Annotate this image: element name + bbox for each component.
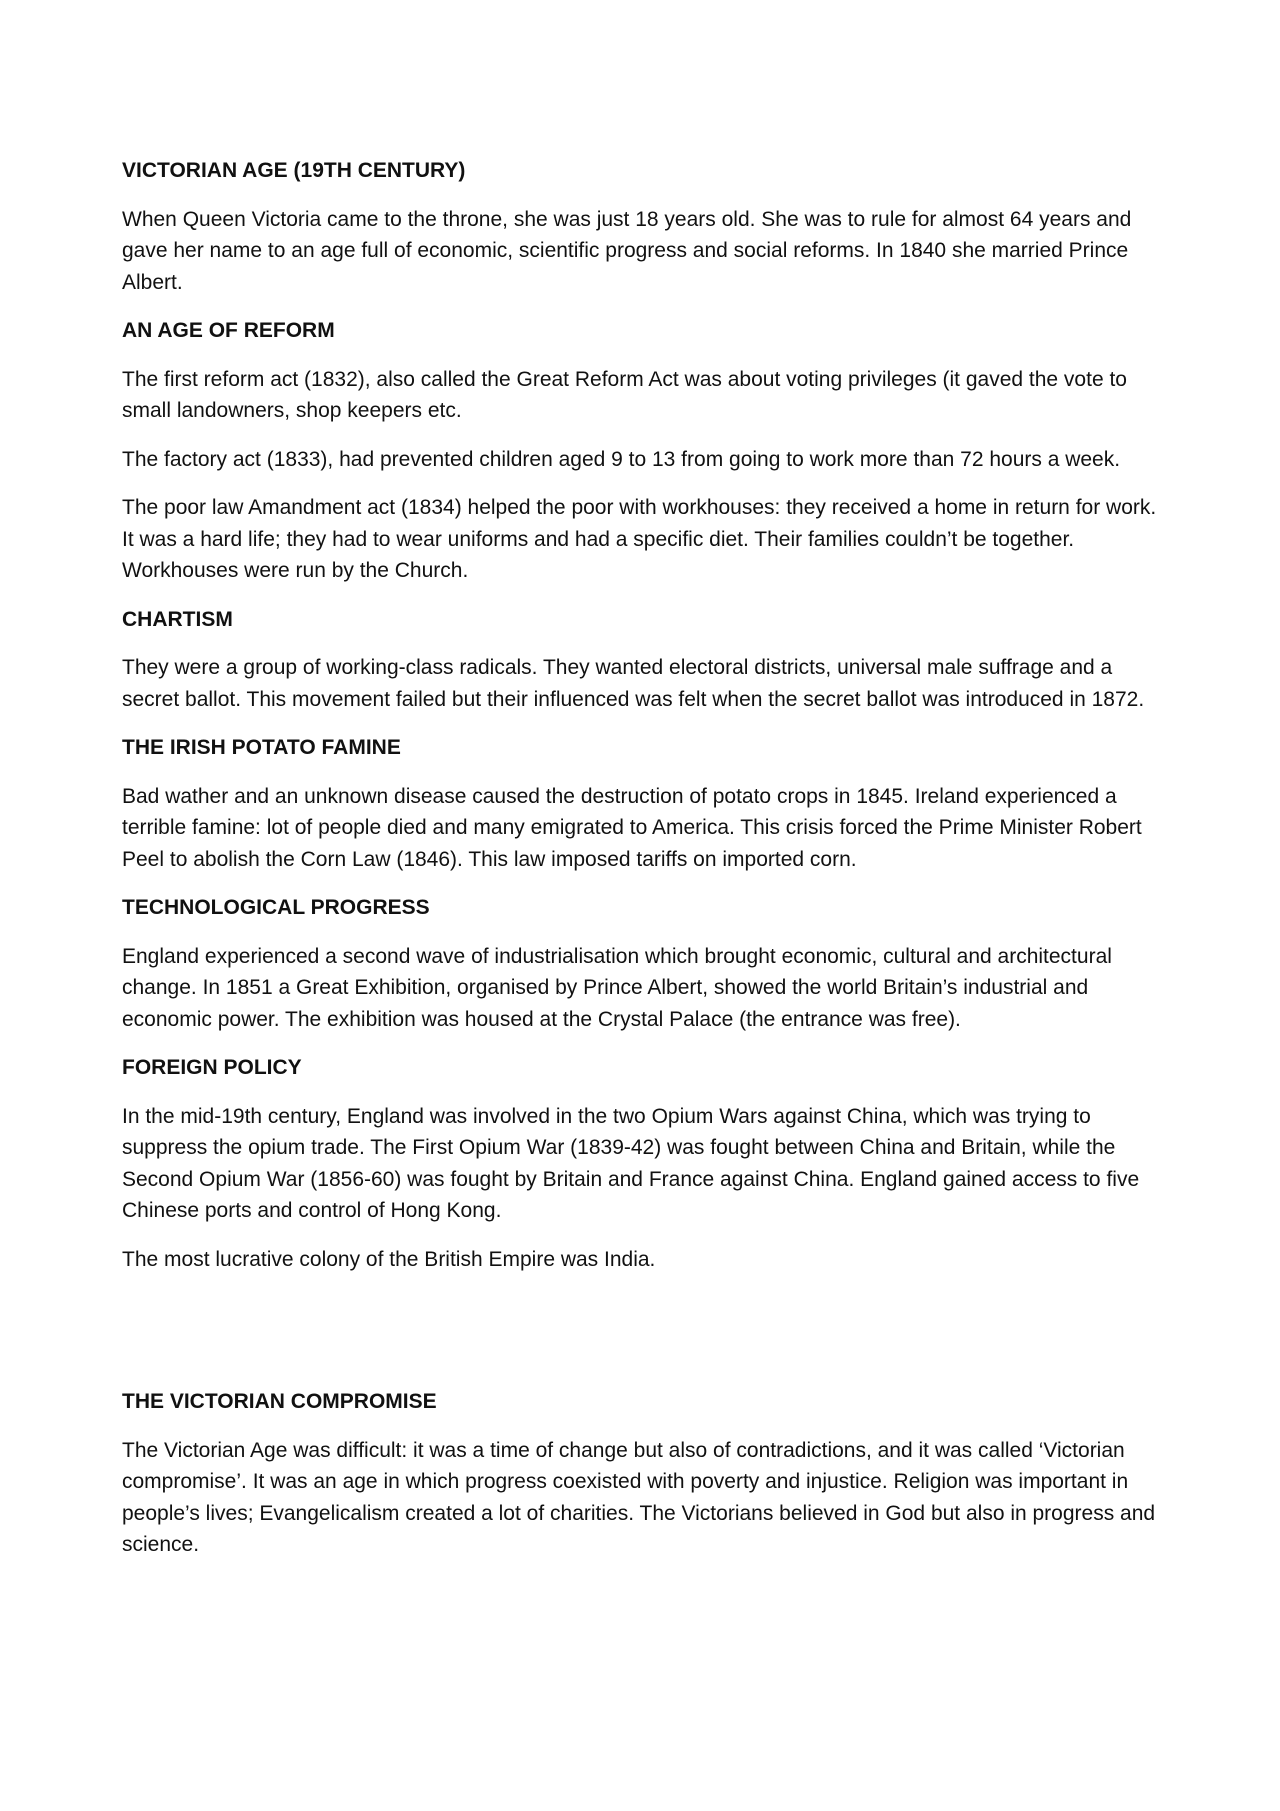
section-heading: FOREIGN POLICY	[122, 1056, 302, 1079]
section-heading: AN AGE OF REFORM	[122, 319, 335, 342]
section-heading: VICTORIAN AGE (19TH CENTURY)	[122, 159, 466, 182]
section-heading: THE VICTORIAN COMPROMISE	[122, 1390, 437, 1413]
section-heading: THE IRISH POTATO FAMINE	[122, 736, 401, 759]
section-age-of-reform	[122, 315, 1172, 587]
section-victorian-compromise	[122, 1386, 1172, 1561]
section-foreign-policy	[122, 1052, 1172, 1275]
section-chartism	[122, 604, 1172, 716]
paragraph: They were a group of working-class radicals. They wanted electoral districts, universal male suffrage and a secret ballot. This movement failed but their influenced was felt when the secret ballot was introduced in 1872.	[122, 656, 1145, 711]
section-technological-progress	[122, 892, 1172, 1035]
section-heading: TECHNOLOGICAL PROGRESS	[122, 896, 430, 919]
paragraph: The Victorian Age was difficult: it was a time of change but also of contradictions, and it was called ‘Victorian compromise’. It was an age in which progress coexisted with poverty and injustice. Religion was important in people’s lives; Evangelicalism created a lot of charities. The Victorians believed in God but also in progress and science.	[122, 1438, 1156, 1556]
section-heading: CHARTISM	[122, 607, 233, 631]
blank-space	[122, 1292, 1172, 1386]
paragraph: In the mid-19th century, England was involved in the two Opium Wars against China, which was trying to suppress the opium trade. The First Opium War (1839-42) was fought between China and Britain, while the Second Opium War (1856-60) was fought by Britain and France against China. England gained access to five Chinese ports and control of Hong Kong.	[122, 1104, 1140, 1222]
paragraph: When Queen Victoria came to the throne, she was just 18 years old. She was to rule for almost 64 years and gave her name to an age full of economic, scientific progress and social reforms. In 1840 she married Prince Albert.	[122, 207, 1132, 294]
paragraph: Bad wather and an unknown disease caused the destruction of potato crops in 1845. Ireland experienced a terrible famine: lot of people died and many emigrated to America. This crisis forced the Prime Minister Robert Peel to abolish the Corn Law (1846). This law imposed tariffs on imported corn.	[122, 784, 1142, 871]
section-victorian-age	[122, 155, 1172, 298]
paragraph: The poor law Amandment act (1834) helped the poor with workhouses: they received a home in return for work. It was a hard life; they had to wear uniforms and had a specific diet. Their families couldn’t be together. Workhouses were run by the Church.	[122, 496, 1157, 582]
document-body	[122, 155, 1172, 1578]
paragraph: The factory act (1833), had prevented children aged 9 to 13 from going to work more than 72 hours a week.	[122, 447, 1121, 471]
paragraph: The first reform act (1832), also called the Great Reform Act was about voting privileges (it gaved the vote to small landowners, shop keepers etc.	[122, 367, 1127, 422]
paragraph: The most lucrative colony of the British Empire was India.	[122, 1247, 656, 1271]
paragraph: England experienced a second wave of industrialisation which brought economic, cultural and architectural change. In 1851 a Great Exhibition, organised by Prince Albert, showed the world Britain’s industrial and economic power. The exhibition was housed at the Crystal Palace (the entrance was free).	[122, 944, 1112, 1031]
section-irish-potato-famine	[122, 732, 1172, 875]
